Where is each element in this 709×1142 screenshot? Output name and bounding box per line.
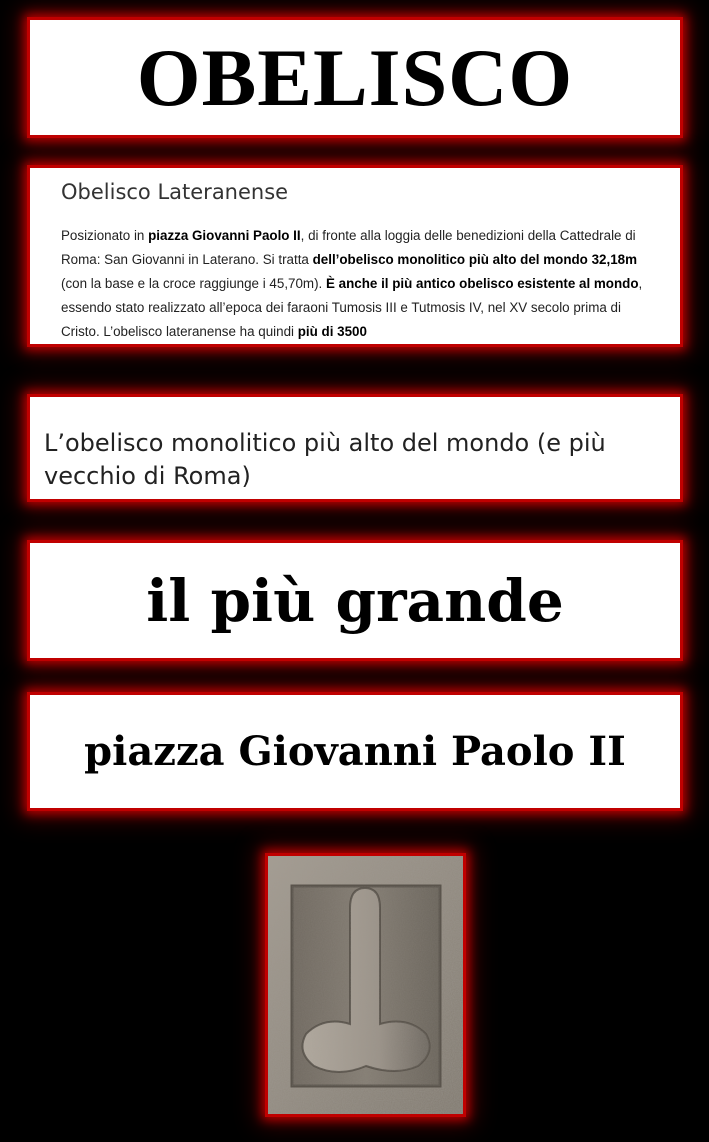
title-panel: [30, 20, 680, 135]
article-text-4: , essendo stato realizzato all’epoca dei faraoni Tumosis III e Tutmosis IV, nel XV secolo prima di Cristo. L’obelisco lateranense ha quindi: [61, 276, 643, 339]
article-bold-place: piazza Giovanni Paolo II: [148, 228, 301, 243]
stone-relief-image: [268, 856, 463, 1114]
stone-relief-illustration: [268, 856, 463, 1114]
title-obelisco: OBELISCO: [136, 31, 574, 123]
article-text-1: Posizionato in: [61, 228, 149, 243]
caption-biggest: il più grande: [146, 566, 564, 635]
article-excerpt-panel: [30, 168, 680, 344]
caption-panel-biggest: [30, 543, 680, 658]
article-text-3: (con la base e la croce raggiunge i 45,70m).: [61, 276, 326, 291]
article-heading: Obelisco Lateranense: [61, 180, 289, 204]
article-bold-oldest: È anche il più antico obelisco esistente al mondo: [326, 276, 639, 291]
article-bold-age: più di 3500: [297, 324, 367, 339]
article-body: [61, 224, 650, 344]
article-bold-height: dell’obelisco monolitico più alto del mondo 32,18m: [312, 252, 637, 267]
caption-place: piazza Giovanni Paolo II: [84, 728, 626, 775]
headline-panel: [30, 397, 680, 499]
article-text-2: , di fronte alla loggia delle benedizioni della Cattedrale di Roma: San Giovanni in Laterano. Si tratta: [61, 228, 636, 267]
caption-panel-place: [30, 695, 680, 808]
headline-text: L’obelisco monolitico più alto del mondo (e più vecchio di Roma): [44, 429, 606, 490]
